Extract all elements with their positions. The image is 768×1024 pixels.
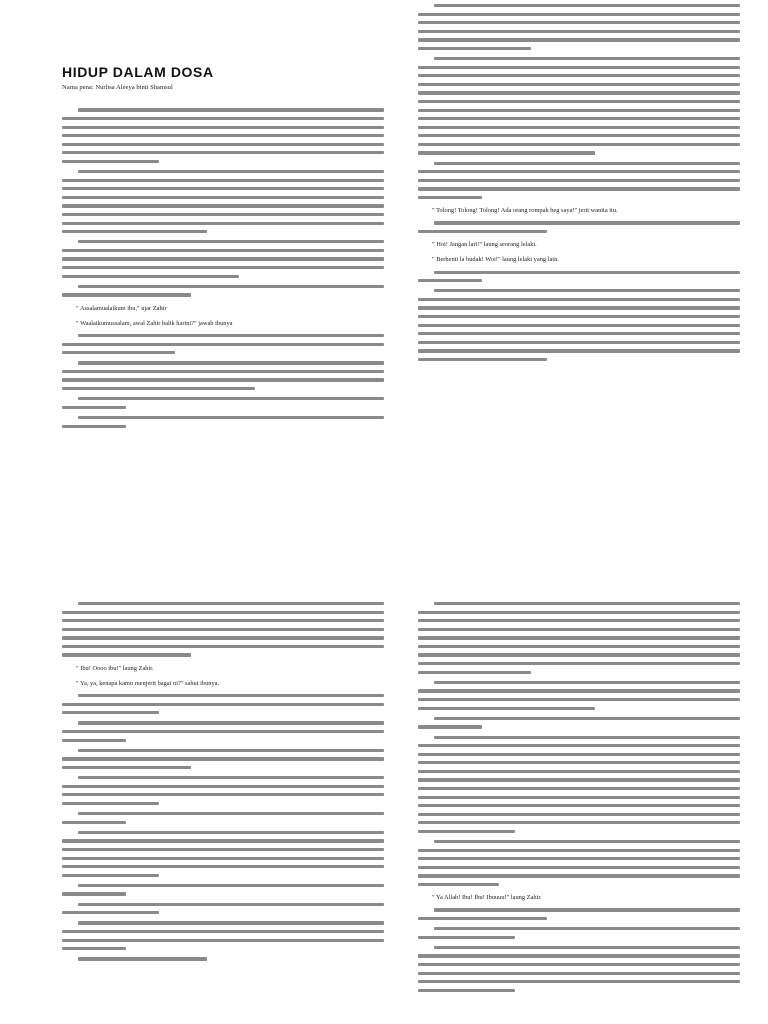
text-line	[418, 170, 740, 173]
text-line	[418, 306, 740, 309]
text-line	[418, 821, 740, 824]
text-line	[418, 179, 740, 182]
text-line	[62, 351, 175, 354]
text-line	[418, 30, 740, 33]
text-line	[418, 972, 740, 975]
paragraph	[418, 840, 740, 886]
text-line	[62, 179, 384, 182]
paragraph	[62, 812, 384, 824]
text-line	[62, 370, 384, 373]
text-line	[62, 204, 384, 207]
text-line	[418, 804, 740, 807]
text-line	[418, 66, 740, 69]
text-line	[62, 230, 207, 233]
text-line	[418, 671, 531, 674]
text-line	[78, 957, 207, 960]
text-line	[418, 662, 740, 665]
text-line	[62, 947, 126, 950]
text-line	[62, 857, 384, 860]
text-line	[434, 271, 740, 274]
text-line	[418, 698, 740, 701]
text-line	[434, 162, 740, 165]
text-line	[418, 38, 740, 41]
text-line	[62, 628, 384, 631]
text-line	[418, 753, 740, 756]
text-line	[434, 946, 740, 949]
paragraph	[62, 884, 384, 896]
text-line	[78, 416, 384, 419]
paragraph	[418, 736, 740, 834]
paragraph	[418, 221, 740, 233]
text-line	[418, 74, 740, 77]
paragraph	[62, 170, 384, 233]
text-line	[62, 143, 384, 146]
text-line	[434, 57, 740, 60]
text-line	[418, 126, 740, 129]
text-line	[62, 160, 159, 163]
text-line	[418, 980, 740, 983]
paragraph	[62, 749, 384, 769]
paragraph	[62, 397, 384, 409]
text-line	[418, 963, 740, 966]
document-title: HIDUP DALAM DOSA	[62, 64, 214, 80]
paragraph	[62, 361, 384, 390]
paragraph	[62, 694, 384, 714]
text-line	[418, 13, 740, 16]
text-line	[418, 866, 740, 869]
text-line	[418, 349, 740, 352]
text-line	[418, 849, 740, 852]
paragraph	[418, 927, 740, 939]
text-line	[418, 874, 740, 877]
text-line	[434, 289, 740, 292]
text-line	[62, 645, 384, 648]
dialogue-line: " Waalaikumussalam, awal Zahir balik harini?" jawab ibunya	[76, 319, 233, 327]
text-line	[418, 230, 547, 233]
text-line	[418, 883, 499, 886]
text-line	[62, 619, 384, 622]
text-line	[418, 917, 547, 920]
text-line	[418, 315, 740, 318]
paragraph	[62, 240, 384, 278]
paragraph	[62, 776, 384, 805]
dialogue-line: " Ya, ya, kenapa kamu menjerit bagai ni?" sahut ibunya.	[76, 679, 220, 687]
text-line	[418, 109, 740, 112]
text-line	[418, 151, 595, 154]
text-line	[62, 249, 384, 252]
text-line	[62, 611, 384, 614]
text-line	[434, 717, 740, 720]
paragraph	[418, 57, 740, 155]
paragraph	[62, 721, 384, 741]
text-line	[62, 793, 384, 796]
text-line	[62, 802, 159, 805]
page-body	[418, 602, 740, 992]
paragraph	[418, 271, 740, 283]
text-line	[62, 874, 159, 877]
dialogue-line: " Berhenti la budak! Woi!" laung lelaki yang lain.	[432, 256, 559, 264]
text-line	[62, 848, 384, 851]
text-line	[434, 681, 740, 684]
text-line	[418, 830, 515, 833]
text-line	[78, 776, 384, 779]
text-line	[418, 611, 740, 614]
text-line	[62, 821, 126, 824]
text-line	[418, 187, 740, 190]
text-line	[62, 730, 384, 733]
dialogue-line: " Ya Allah! Ibu! Ibu! Ibuuuu!" laung Zahir.	[432, 894, 542, 902]
text-line	[418, 134, 740, 137]
text-line	[62, 785, 384, 788]
text-line	[62, 151, 384, 154]
paragraph	[62, 602, 384, 657]
text-line	[78, 694, 384, 697]
text-line	[418, 324, 740, 327]
text-line	[78, 361, 384, 364]
text-line	[62, 839, 384, 842]
text-line	[62, 757, 384, 760]
text-line	[418, 689, 740, 692]
text-line	[78, 749, 384, 752]
text-line	[418, 989, 515, 992]
text-line	[418, 761, 740, 764]
text-line	[418, 636, 740, 639]
dialogue-line: " Tolong! Tolong! Tolong! Ada orang rompak beg saya!" jerit wanita itu.	[432, 207, 618, 215]
text-line	[62, 636, 384, 639]
text-line	[78, 903, 384, 906]
text-line	[62, 293, 191, 296]
dialogue-line: " Hoi! Jangan lari!" laung seorang lelaki.	[432, 241, 537, 249]
text-line	[62, 117, 384, 120]
dialogue-line: " Assalamualaikum ibu," ujar Zahir	[76, 304, 167, 312]
text-line	[78, 170, 384, 173]
text-line	[62, 134, 384, 137]
text-line	[434, 927, 740, 930]
text-line	[62, 213, 384, 216]
page-body	[418, 4, 740, 361]
document-page-4	[418, 602, 740, 999]
text-line	[418, 298, 740, 301]
text-line	[418, 857, 740, 860]
text-line	[418, 91, 740, 94]
text-line	[78, 397, 384, 400]
text-line	[418, 778, 740, 781]
text-line	[418, 653, 740, 656]
paragraph	[62, 831, 384, 877]
text-line	[418, 628, 740, 631]
text-line	[62, 275, 239, 278]
paragraph	[62, 108, 384, 163]
page-body	[62, 108, 384, 427]
text-line	[62, 766, 191, 769]
text-line	[434, 4, 740, 7]
paragraph	[62, 957, 384, 960]
dialogue-line: " Ibu! Oooo ibu!" laung Zahir.	[76, 664, 154, 672]
text-line	[418, 787, 740, 790]
text-line	[62, 865, 384, 868]
text-line	[418, 619, 740, 622]
text-line	[418, 332, 740, 335]
text-line	[78, 831, 384, 834]
text-line	[78, 721, 384, 724]
paragraph	[418, 908, 740, 920]
text-line	[62, 378, 384, 381]
text-line	[418, 707, 595, 710]
text-line	[434, 736, 740, 739]
text-line	[78, 921, 384, 924]
paragraph	[62, 416, 384, 428]
text-line	[418, 279, 482, 282]
text-line	[78, 285, 384, 288]
paragraph	[62, 903, 384, 915]
text-line	[418, 936, 515, 939]
text-line	[62, 703, 384, 706]
text-line	[62, 939, 384, 942]
text-line	[418, 358, 547, 361]
text-line	[418, 796, 740, 799]
paragraph	[418, 717, 740, 729]
text-line	[62, 187, 384, 190]
text-line	[78, 812, 384, 815]
text-line	[434, 908, 740, 911]
text-line	[62, 126, 384, 129]
author-pen-name: Nama pena: Nurlisa Aleeya binti Shamsul	[62, 84, 173, 92]
text-line	[62, 196, 384, 199]
paragraph	[418, 602, 740, 674]
paragraph	[62, 285, 384, 297]
text-line	[418, 341, 740, 344]
text-line	[418, 117, 740, 120]
text-line	[62, 653, 191, 656]
text-line	[434, 221, 740, 224]
paragraph	[62, 334, 384, 354]
text-line	[434, 602, 740, 605]
text-line	[62, 930, 384, 933]
text-line	[418, 770, 740, 773]
text-line	[418, 645, 740, 648]
paragraph	[418, 162, 740, 200]
page-body	[62, 602, 384, 961]
text-line	[418, 196, 482, 199]
text-line	[418, 83, 740, 86]
text-line	[418, 744, 740, 747]
text-line	[418, 813, 740, 816]
text-line	[78, 108, 384, 111]
text-line	[62, 257, 384, 260]
document-page-3	[62, 602, 384, 968]
paragraph	[62, 921, 384, 950]
text-line	[78, 334, 384, 337]
text-line	[418, 725, 482, 728]
text-line	[78, 240, 384, 243]
document-page-1	[62, 58, 384, 435]
text-line	[418, 954, 740, 957]
text-line	[434, 840, 740, 843]
paragraph	[418, 681, 740, 710]
text-line	[62, 406, 126, 409]
text-line	[62, 739, 126, 742]
text-line	[78, 884, 384, 887]
text-line	[62, 425, 126, 428]
document-page-2	[418, 4, 740, 368]
paragraph	[418, 4, 740, 50]
text-line	[62, 222, 384, 225]
text-line	[62, 892, 126, 895]
text-line	[418, 100, 740, 103]
text-line	[62, 711, 159, 714]
text-line	[62, 911, 159, 914]
text-line	[62, 387, 255, 390]
text-line	[418, 143, 740, 146]
paragraph	[418, 946, 740, 992]
text-line	[418, 47, 531, 50]
text-line	[418, 21, 740, 24]
paragraph	[418, 289, 740, 361]
text-line	[62, 343, 384, 346]
text-line	[62, 266, 384, 269]
text-line	[78, 602, 384, 605]
